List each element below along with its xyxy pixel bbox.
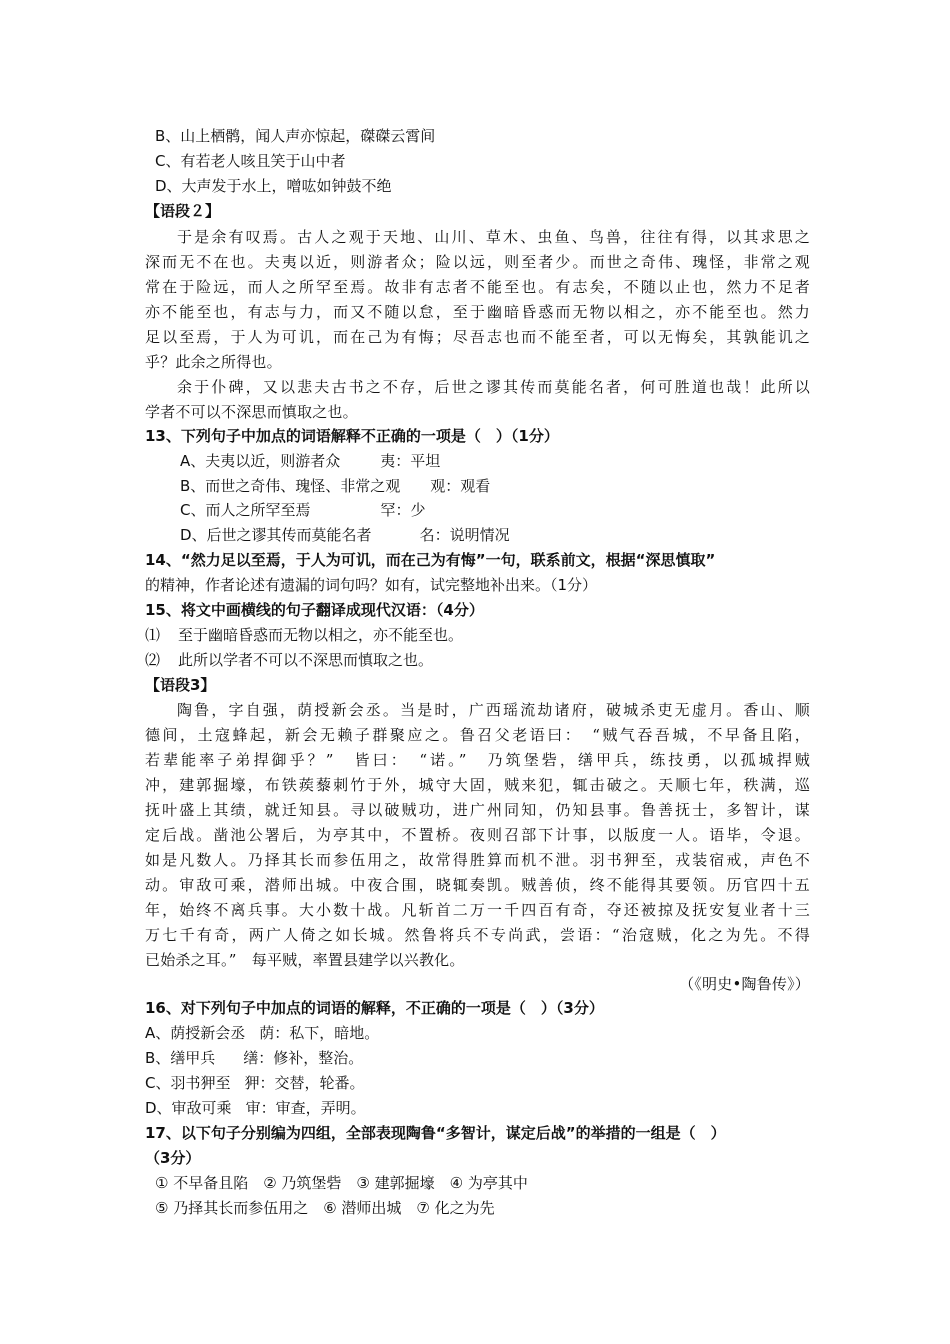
q16-option-a: [145, 1023, 810, 1043]
section2-line: 亦不能至也，有志与力，而又不随以怠，至于幽暗昏惑而无物以相之，亦不能至也。然力: [145, 303, 810, 321]
section3-line: 已始杀之耳。” 每平贼，率置县建学以兴教化。: [145, 951, 465, 969]
option-gloss: 名：说明情况: [419, 526, 510, 544]
section2-line: 足以至焉，于人为可讥，而在己为有悔；尽吾志也而不能至者，可以无悔矣，其孰能讥之: [145, 328, 810, 346]
option-gloss: 缮：修补，整治。: [243, 1049, 364, 1067]
section3-line: 动。审敌可乘，潜师出城。中夜合围，晓辄奏凯。贼善侦，终不能得其要领。历官四十五: [145, 876, 810, 894]
section3-line: 如是凡数人。乃择其长而参伍用之，故常得胜算而机不泄。羽书狎至，戎装宿戒，声色不: [145, 851, 810, 869]
section3-heading: 【语段3】: [145, 676, 216, 694]
section3-line: 德间，土寇蜂起，新会无赖子群聚应之。鲁召父老语曰： “贼气吞吾城，不早备且陷，: [145, 726, 810, 744]
option-b: B、山上栖鹘，闻人声亦惊起，磔磔云霄间: [155, 127, 436, 145]
q13-option-c: [180, 500, 845, 520]
option-c: C、有若老人咳且笑于山中者: [155, 152, 346, 170]
option-text: B、而世之奇伟、瑰怪、非常之观: [180, 477, 401, 495]
q15-stem: 15、将文中画横线的句子翻译成现代汉语：（4分）: [145, 601, 484, 619]
option-text: A、荫授新会丞: [145, 1024, 246, 1042]
q16-option-b: [145, 1048, 810, 1068]
q13-option-b: [180, 476, 845, 496]
section3-line: 年，始终不离兵事。大小数十战。凡斩首二万一千四百有奇，夺还被掠及抚安复业者十三: [145, 901, 810, 919]
option-text: C、羽书狎至: [145, 1074, 231, 1092]
q14-line: 的精神，作者论述有遗漏的词句吗？如有，试完整地补出来。（1分）: [145, 576, 598, 594]
item-number: ⑵: [145, 651, 161, 669]
section3-line: 万七千有奇，两广人倚之如长城。然鲁将兵不专尚武，尝语：“治寇贼，化之为先。不得: [145, 926, 810, 944]
option-text: D、后世之谬其传而莫能名者: [180, 526, 372, 544]
q13-option-a: [180, 451, 845, 471]
section2-line: 深而无不在也。夫夷以近，则游者众；险以远，则至者少。而世之奇伟、瑰怪，非常之观: [145, 253, 810, 271]
option-text: C、而人之所罕至焉: [180, 501, 311, 519]
q14-line: 14、“然力足以至焉，于人为可讥，而在己为有悔”一句，联系前文，根据“深思慎取”: [145, 551, 716, 569]
item-number: ⑴: [145, 626, 161, 644]
item-text: 至于幽暗昏惑而无物以相之，亦不能至也。: [178, 626, 464, 644]
section3-line: 冲，建郭掘壕，布铁蒺藜刺竹于外，城守大固，贼来犯，辄击破之。天顺七年，秩满，巡: [145, 776, 810, 794]
option-gloss: 观：观看: [430, 477, 491, 495]
option-gloss: 罕：少: [380, 501, 426, 519]
q13-option-d: [180, 525, 845, 545]
option-gloss: 夷：平坦: [380, 452, 441, 470]
section3-line: 陶鲁，字自强，荫授新会丞。当是时，广西瑶流劫诸府，破城杀吏无虚月。香山、顺: [177, 701, 810, 719]
q17-items-row1: ① 不早备且陷 ② 乃筑堡砦 ③ 建郭掘壕 ④ 为亭其中: [155, 1174, 528, 1192]
section3-line: 定后战。凿池公署后，为亭其中，不置桥。夜则召部下计事，以版度一人。语毕，令退。: [145, 826, 810, 844]
q17-stem: 17、以下句子分别编为四组，全部表现陶鲁“多智计，谋定后战”的举措的一组是（ ）: [145, 1124, 726, 1142]
q17-score: （3分）: [145, 1149, 201, 1167]
section3-line: 若辈能率子弟捍御乎？” 皆曰： “诺。” 乃筑堡砦，缮甲兵，练技勇，以孤城捍贼: [145, 751, 810, 769]
option-d: D、大声发于水上，噌吰如钟鼓不绝: [155, 177, 392, 195]
item-text: 此所以学者不可以不深思而慎取之也。: [178, 651, 434, 669]
section2-line: 余于仆碑，又以悲夫古书之不存，后世之谬其传而莫能名者，何可胜道也哉！此所以: [177, 378, 810, 396]
q13-stem: 13、下列句子中加点的词语解释不正确的一项是（ ）（1分）: [145, 427, 559, 445]
source-citation: （《明史•陶鲁传》）: [679, 975, 810, 993]
q15-item-1: [145, 625, 810, 645]
q16-option-d: [145, 1098, 810, 1118]
option-gloss: 审：审查，弄明。: [245, 1099, 366, 1117]
q15-item-2: [145, 650, 810, 670]
section2-line: 常在于险远，而人之所罕至焉。故非有志者不能至也。有志矣，不随以止也，然力不足者: [145, 278, 810, 296]
section2-line: 学者不可以不深思而慎取之也。: [145, 403, 358, 421]
option-gloss: 狎：交替，轮番。: [244, 1074, 365, 1092]
option-text: B、缮甲兵: [145, 1049, 216, 1067]
section2-line: 于是余有叹焉。古人之观于天地、山川、草木、虫鱼、鸟兽，往往有得，以其求思之: [177, 228, 810, 246]
q16-stem: 16、对下列句子中加点的词语的解释，不正确的一项是（ ）（3分）: [145, 999, 604, 1017]
q16-option-c: [145, 1073, 810, 1093]
q17-items-row2: ⑤ 乃择其长而参伍用之 ⑥ 潜师出城 ⑦ 化之为先: [155, 1199, 495, 1217]
option-text: D、审敌可乘: [145, 1099, 232, 1117]
option-gloss: 荫：私下，暗地。: [259, 1024, 380, 1042]
section3-line: 抚叶盛上其绩，就迁知县。寻以破贼功，进广州同知，仍知县事。鲁善抚士，多智计，谋: [145, 801, 810, 819]
option-text: A、夫夷以近，则游者众: [180, 452, 341, 470]
section2-line: 乎？此余之所得也。: [145, 353, 282, 371]
section2-heading: 【语段２】: [145, 202, 221, 220]
